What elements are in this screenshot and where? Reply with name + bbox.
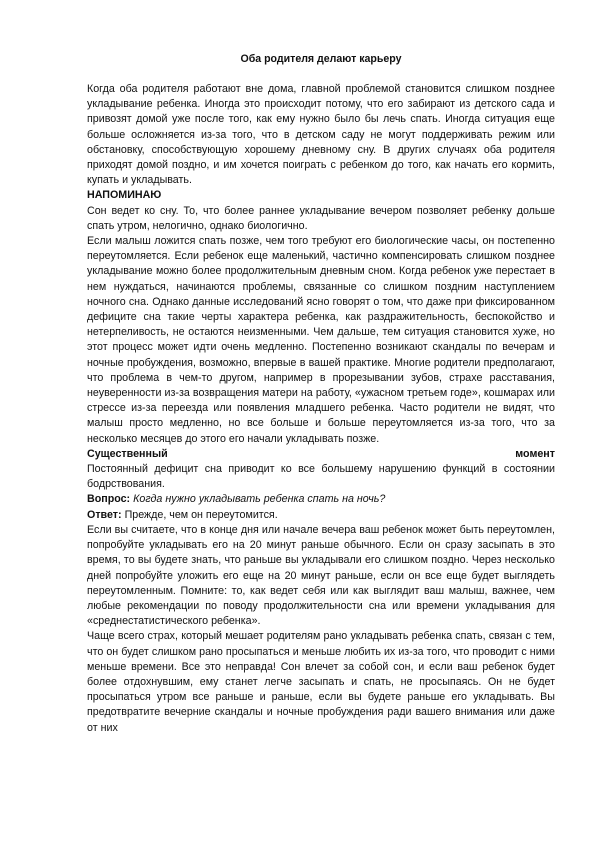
answer-label: Ответ: <box>87 508 122 521</box>
paragraph-earlier-bedtime: Если вы считаете, что в конце дня или начале вечера ваш ребенок может быть переутомлен, попробуйте укладывать его на 20 минут раньше обычного. Если он сразу засыпать в это время, то вы будете знать, что раньше вы укладывали его слишком поздно. Через несколько дней попробуйте уложить его еще на 20 минут раньше, если он все еще будет выглядеть переутомленным. Помните: то, как ведет себя или как выглядит ваш малыш, важнее, чем любые рекомендации по поводу продолжительности сна или времени укладывания для «среднестатистического ребенка». <box>87 523 555 628</box>
document-page <box>87 52 555 736</box>
answer-line <box>87 508 555 523</box>
question-text: Когда нужно укладывать ребенка спать на ночь? <box>133 493 386 506</box>
heading-important-point <box>87 447 555 462</box>
heading-important-left: Существенный <box>87 447 168 460</box>
paragraph-overtiredness: Если малыш ложится спать позже, чем того требуют его биологические часы, он постепенно переутомляется. Если ребенок еще маленький, частично компенсировать слишком позднее укладывание можно более продолжительным дневным сном. Когда ребенок уже перестает в нем нуждаться, начинаются проблемы, связанные со слишком поздним наступлением ночного сна. Однако данные исследований ясно говорят о том, что даже при фиксированном дефиците сна такие черты характера ребенка, как раздражительность, беспокойство и нетерпеливость, не остаются неизменными. Чем дальше, тем ситуация становится хуже, но этот процесс может идти очень медленно. Постепенно возникают скандалы по вечерам и ночные пробуждения, возможно, впервые в вашей практике. Многие родители предполагают, что проблема в чем-то другом, например в прорезывании зубов, страхе расставания, неуверенности из-за возвращения матери на работу, «ужасном третьем годе», кошмарах или стрессе из-за переезда или появления младшего ребенка. Часто родители не видят, что малыш просто медленно, но все больше и больше переутомляется из-за того, что за несколько месяцев до этого его начали укладывать позже. <box>87 235 555 445</box>
paragraph-intro: Когда оба родителя работают вне дома, главной проблемой становится слишком позднее укладывание ребенка. Иногда это происходит потому, что его забирают из детского сада и привозят домой уже после того, как ему нужно было бы лечь спать. Иногда ситуация еще больше осложняется из-за того, что в детском саду не могут поддерживать режим или обстановку, способствующую хорошему дневному сну. В других случаях оба родителя приходят домой поздно, и им хочется поиграть с ребенком до того, как начать его кормить, купать и укладывать. <box>87 83 555 187</box>
paragraph-parent-fears: Чаще всего страх, который мешает родителям рано укладывать ребенка спать, связан с тем, что он будет слишком рано просыпаться и меньше любить их из-за того, что проводит с ними меньше времени. Все это неправда! Сон влечет за собой сон, и если ваш ребенок будет более отдохнувшим, ему станет легче засыпать и спать, не просыпаясь. Он не будет просыпаться утром все раньше и раньше, если вы будете раньше его укладывать. Вы предотвратите вечерние скандалы и ночные пробуждения ради вашего внимания или даже от них <box>87 630 555 734</box>
paragraph-sleep-deficit: Постоянный дефицит сна приводит ко все большему нарушению функций в состоянии бодрствования. <box>87 463 555 491</box>
document-title: Оба родителя делают карьеру <box>240 53 402 65</box>
heading-important-right: момент <box>515 447 555 460</box>
paragraph-sleep-leads-to-sleep: Сон ведет ко сну. То, что более раннее укладывание вечером позволяет ребенку дольше спать утром, нелогично, однако биологично. <box>87 204 555 232</box>
heading-reminder: НАПОМИНАЮ <box>87 189 162 202</box>
question-line <box>87 492 555 507</box>
question-label: Вопрос: <box>87 493 131 506</box>
answer-text: Прежде, чем он переутомится. <box>124 508 278 521</box>
